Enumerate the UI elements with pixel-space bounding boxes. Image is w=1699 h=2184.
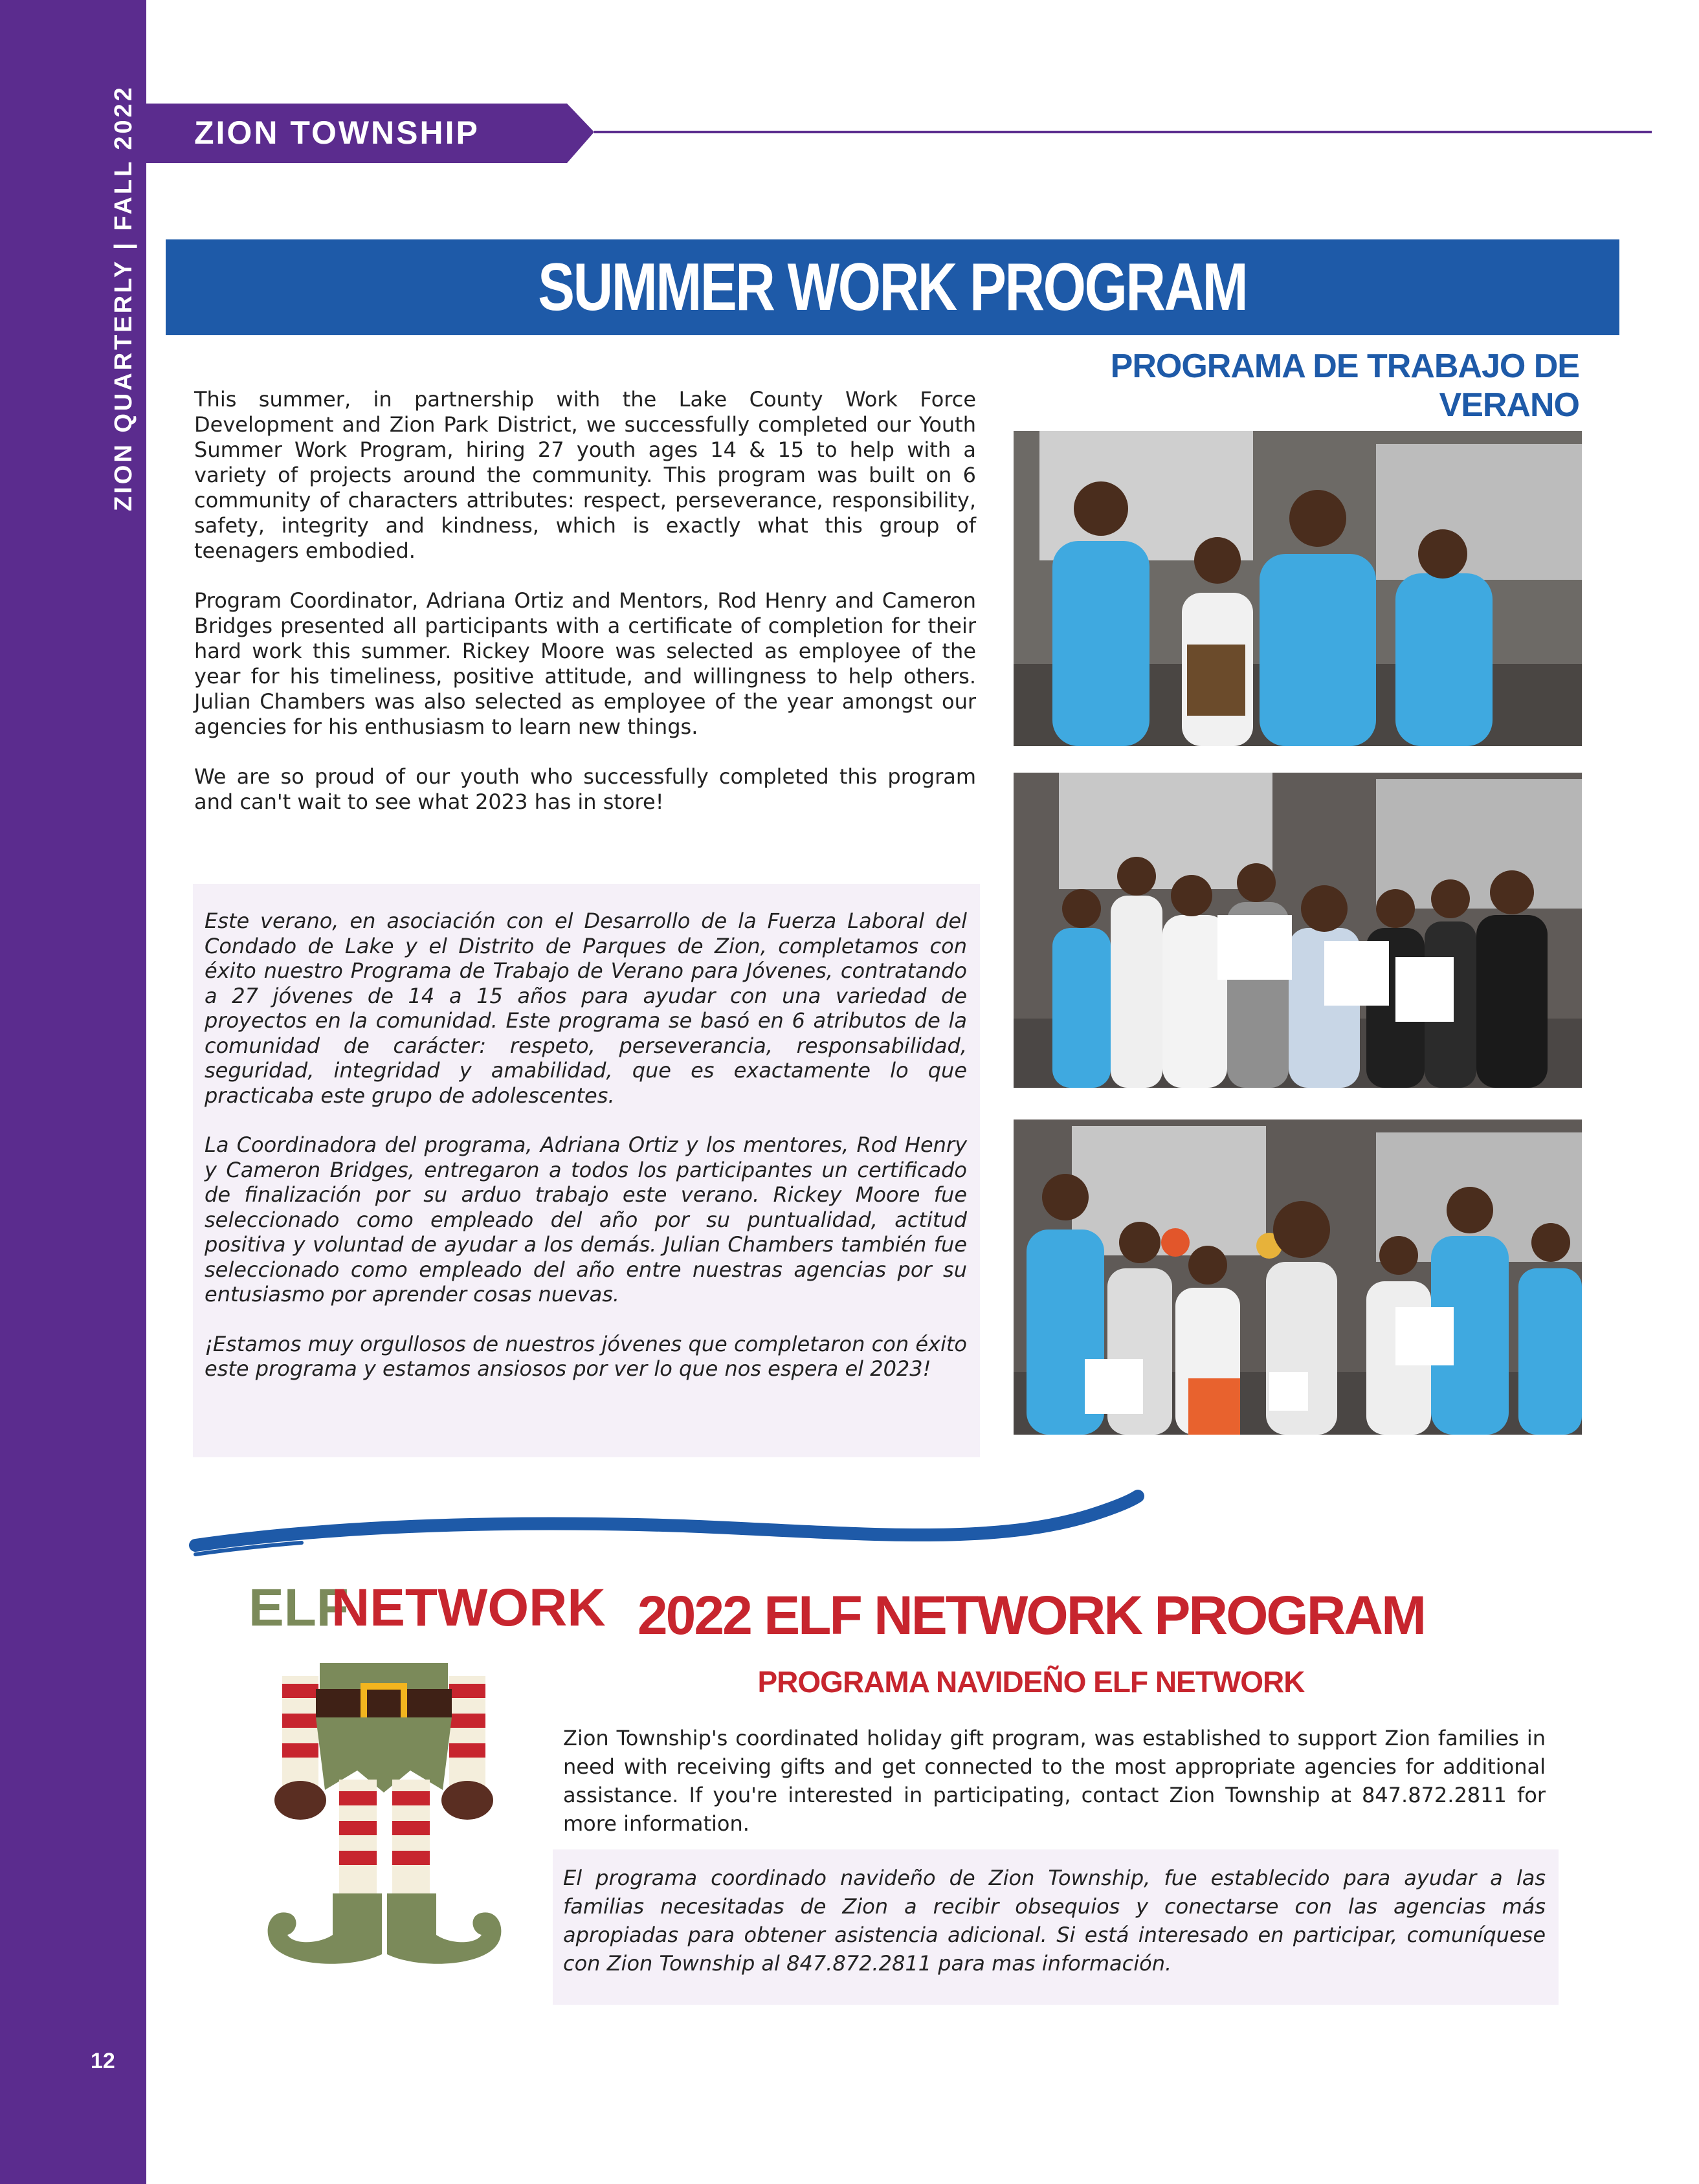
- page-number: 12: [91, 2049, 115, 2073]
- section-title: ZION TOWNSHIP: [194, 115, 480, 151]
- paragraph: We are so proud of our youth who successfully completed this program and can't wait to see what 2023 has in store!: [194, 764, 976, 814]
- decorative-swoosh: [192, 1488, 1149, 1566]
- photo-group-1: [1014, 431, 1582, 746]
- publication-label: ZION QUARTERLY | FALL 2022: [110, 85, 137, 511]
- paragraph: Program Coordinator, Adriana Ortiz and Mentors, Rod Henry and Cameron Bridges presented all participants with a certificate of completion for their hard work this summer. Rickey Moore was selected as employee of the year for his timeliness, positive attitude, and willingness to help others. Julian Chambers was also selected as employee of the year amongst our agencies for his enthusiasm to learn new things.: [194, 588, 976, 739]
- photo-group-3: [1014, 1120, 1582, 1435]
- sidebar: [0, 0, 146, 2184]
- elf-subtitle-spanish: PROGRAMA NAVIDEÑO ELF NETWORK: [757, 1665, 1305, 1699]
- elf-network-logo: [249, 1572, 606, 1987]
- elf-english-text: Zion Township's coordinated holiday gift program, was established to support Zion families in need with receiving gifts and get connected to the most appropriate agencies for additional assistance. If you're interested in participating, contact Zion Township at 847.872.2811 for more information.: [563, 1726, 1546, 1836]
- subtitle-spanish: PROGRAMA DE TRABAJO DE VERANO: [1110, 347, 1579, 424]
- elf-program-title: 2022 ELF NETWORK PROGRAM: [637, 1585, 1425, 1646]
- elf-legs-icon: [339, 1780, 430, 1896]
- photo-group-2: [1014, 773, 1582, 1088]
- paragraph: ¡Estamos muy orgullosos de nuestros jóvenes que completaron con éxito este programa y estamos ansiosos por ver lo que nos espera el 2023!: [205, 1331, 967, 1381]
- title-bar: [166, 239, 1619, 335]
- logo-text-elf: ELF: [249, 1578, 349, 1637]
- paragraph: Este verano, en asociación con el Desarrollo de la Fuerza Laboral del Condado de Lake y el Distrito de Parques de Zion, completamos con éxito nuestro Programa de Trabajo de Verano para Jóvenes, contratando a 27 jóvenes de 14 a 15 años para ayudar con una variedad de proyectos en la comunidad. Este programa se basó en 6 atributos de la comunidad de carácter: respeto, perseverancia, responsabilidad, seguridad, integridad y amabilidad, que es exactamente lo que practicaba este grupo de adolescentes.: [205, 909, 967, 1108]
- paragraph: La Coordinadora del programa, Adriana Ortiz y los mentores, Rod Henry y Cameron Bridges, entregaron a todos los participantes un certificado de finalización por su arduo trabajo este verano. Rickey Moore fue seleccionado como empleado del año por su puntualidad, actitud positiva y voluntad de ayudar a los demás. Julian Chambers también fue seleccionado como empleado del año entre nuestras agencias por su entusiasmo por aprender cosas nuevas.: [205, 1132, 967, 1307]
- spanish-article: [205, 909, 967, 1406]
- logo-text-network: NETWORK: [331, 1578, 606, 1637]
- english-article: [194, 387, 976, 839]
- page-title: SUMMER WORK PROGRAM: [538, 249, 1247, 325]
- paragraph: This summer, in partnership with the Lake County Work Force Development and Zion Park District, we successfully completed our Youth Summer Work Program, hiring 27 youth ages 14 & 15 to help with a variety of projects around the community. This program was built on 6 community of characters attributes: respect, perseverance, responsibility, safety, integrity and kindness, which is exactly what this group of teenagers embodied.: [194, 387, 976, 563]
- elf-shoes-icon: [268, 1893, 502, 1964]
- elf-spanish-text: El programa coordinado navideño de Zion Township, fue establecido para ayudar a las familias necesitadas de Zion a recibir obsequios y conectarse con las agencias más apropiadas para obtener asistencia adicional. Si está interesado en participar, comuníquese con Zion Township al 847.872.2811 para mas información.: [563, 1866, 1546, 1976]
- elf-tunic-icon: [316, 1663, 452, 1792]
